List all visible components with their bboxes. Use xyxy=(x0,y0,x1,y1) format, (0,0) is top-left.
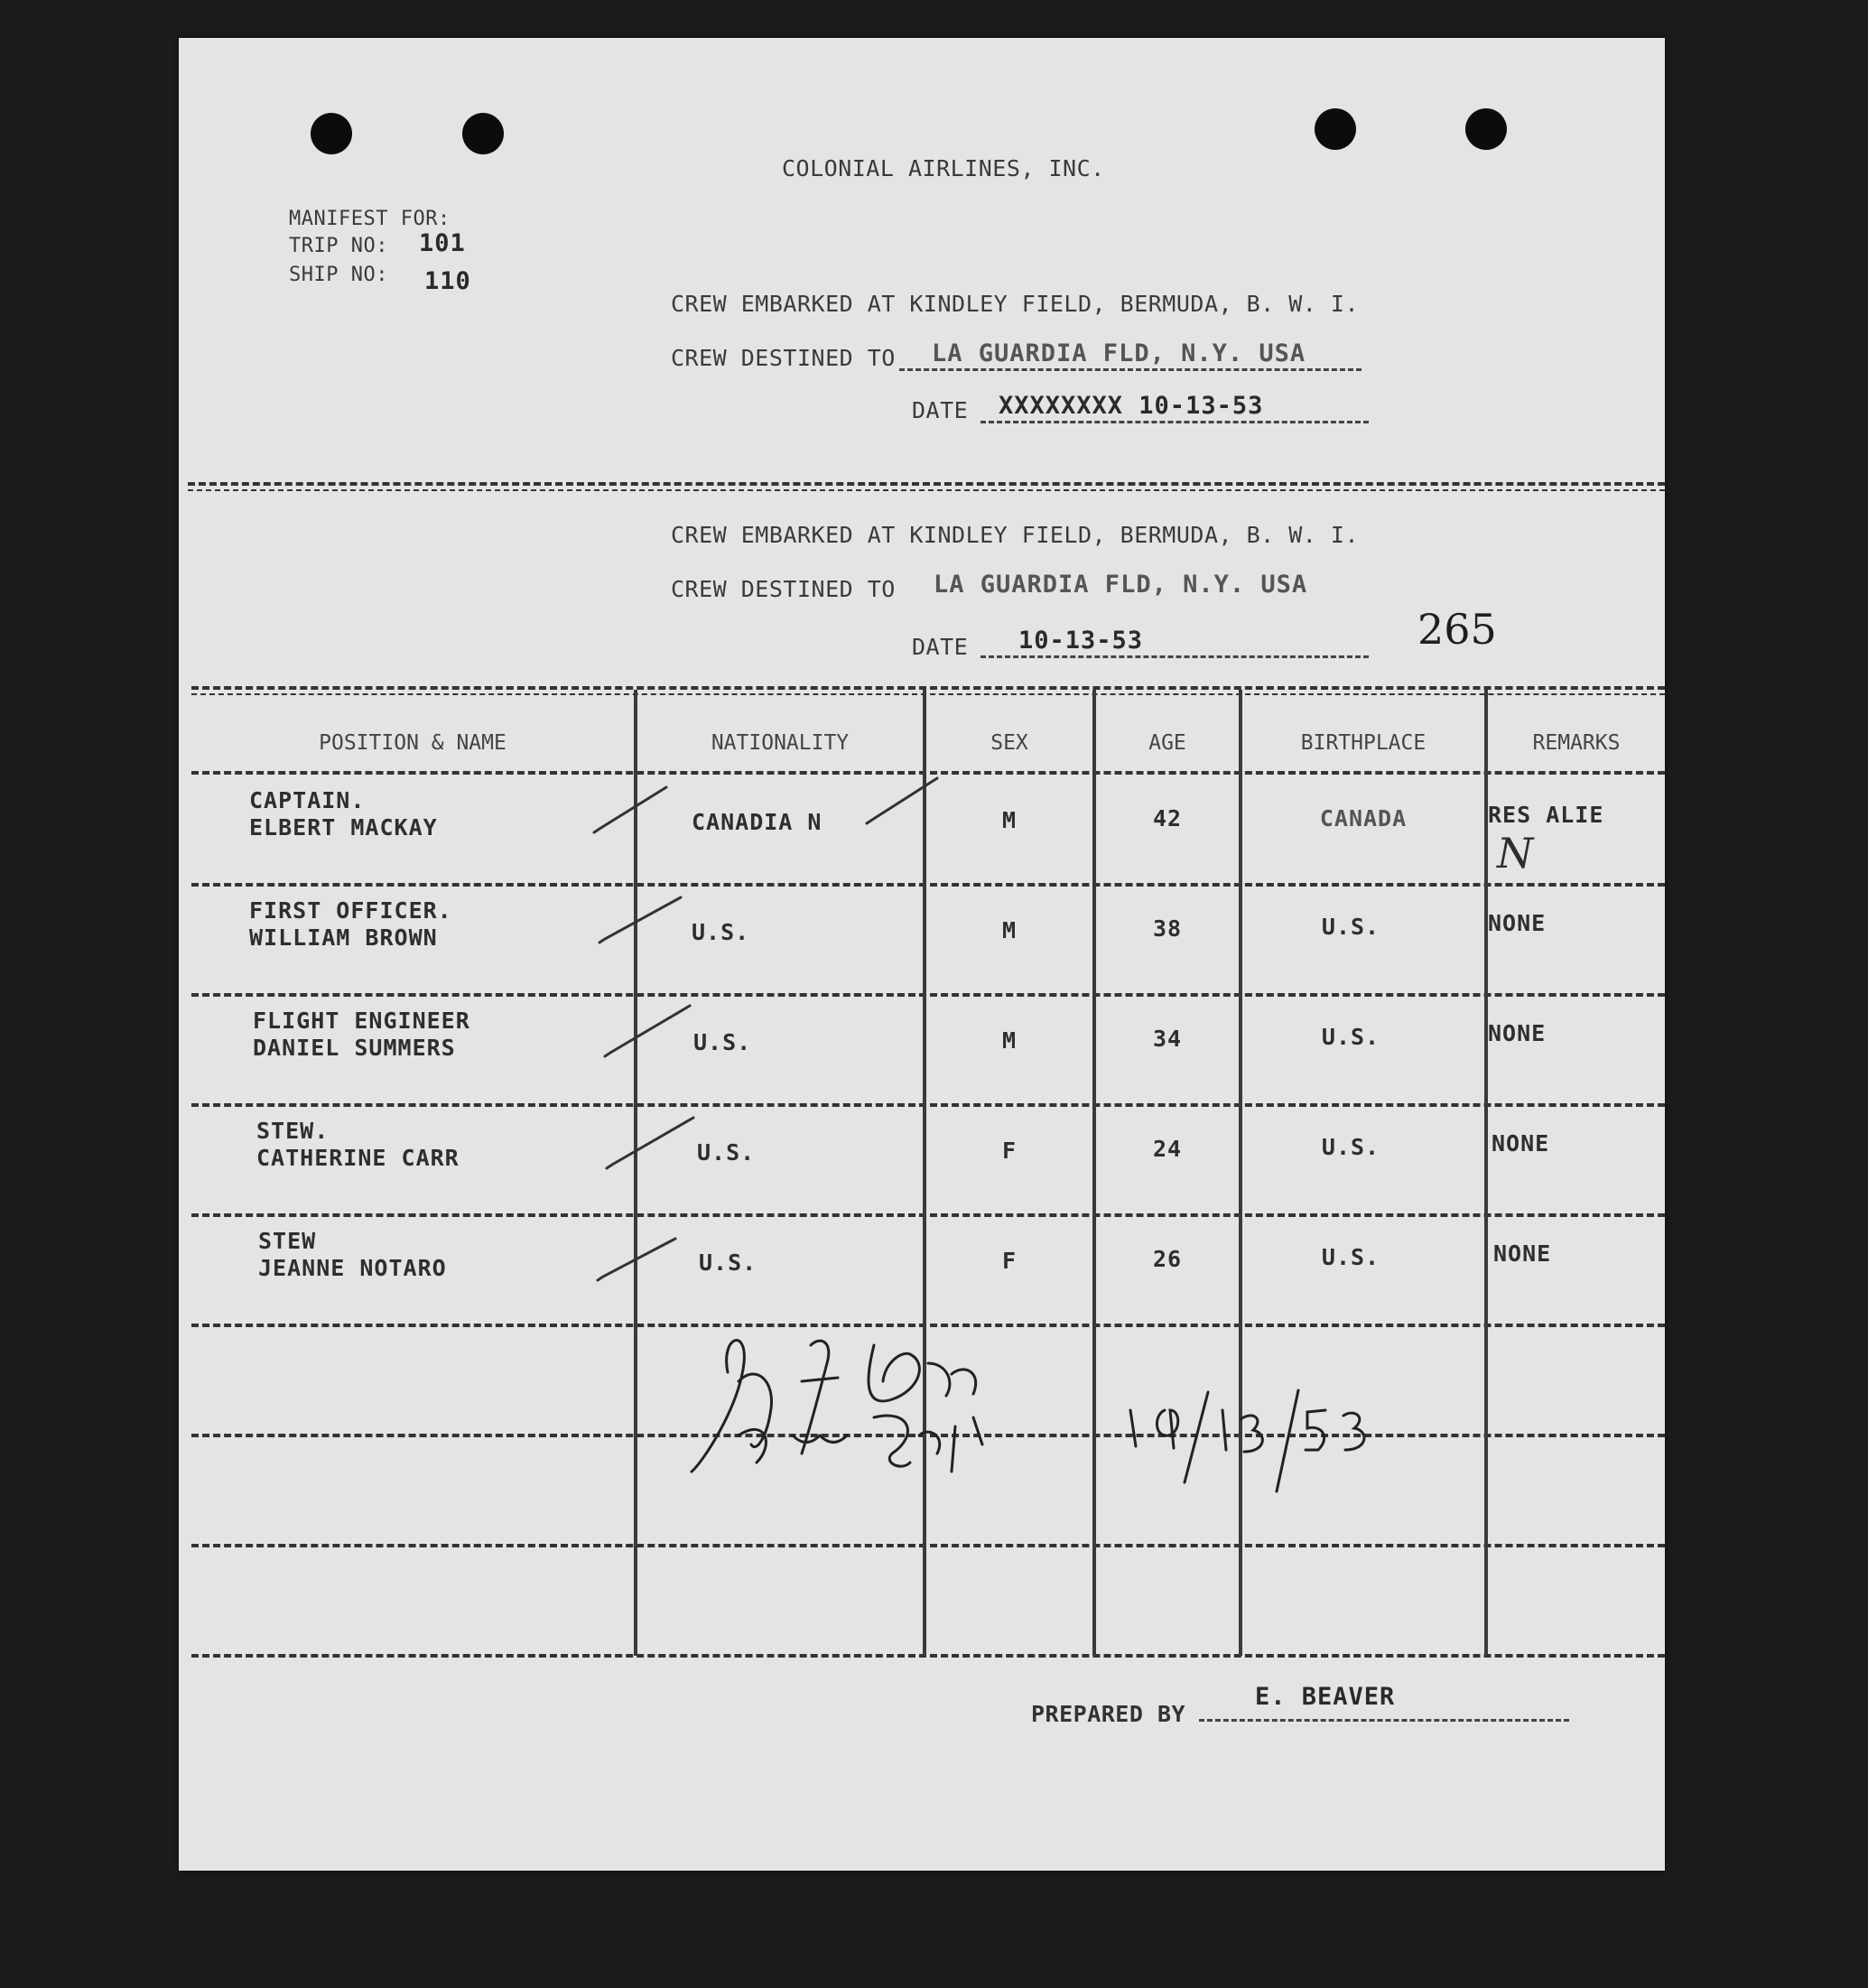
crew-remarks: RES ALIE xyxy=(1488,802,1604,828)
crew-birthplace: U.S. xyxy=(1321,1244,1380,1270)
page-number: 265 xyxy=(1417,605,1497,654)
handwritten-date xyxy=(1118,1374,1389,1500)
crew-birthplace: U.S. xyxy=(1321,1134,1380,1160)
manifest-page xyxy=(179,38,1665,1871)
crew-name: DANIEL SUMMERS xyxy=(253,1035,456,1061)
crew-remarks-note: N xyxy=(1497,829,1535,878)
crew-age: 24 xyxy=(1152,1136,1183,1162)
crew-sex: M xyxy=(1001,917,1018,943)
trip-number: 101 xyxy=(419,229,466,257)
date-value-1: XXXXXXXX 10-13-53 xyxy=(999,392,1264,420)
ship-label: SHIP NO: xyxy=(289,264,388,286)
crew-age: 34 xyxy=(1152,1026,1183,1052)
header-sex: SEX xyxy=(990,731,1028,755)
crew-sex: F xyxy=(1001,1138,1018,1164)
crew-name: ELBERT MACKAY xyxy=(249,814,438,841)
destined-label-2: CREW DESTINED TO xyxy=(671,576,896,602)
crew-sex: M xyxy=(1001,1027,1018,1054)
trip-label: TRIP NO: xyxy=(289,235,388,257)
crew-name: CATHERINE CARR xyxy=(256,1145,460,1171)
prepared-by-underline xyxy=(1199,1719,1569,1722)
embarked-line-2: CREW EMBARKED AT KINDLEY FIELD, BERMUDA, B. W. I. xyxy=(671,522,1360,548)
crew-position: CAPTAIN. xyxy=(249,787,366,813)
ship-number: 110 xyxy=(424,267,471,295)
crew-birthplace: CANADA xyxy=(1319,805,1408,831)
destination-2: LA GUARDIA FLD, N.Y. USA xyxy=(934,571,1308,599)
crew-nationality: CANADIA N xyxy=(692,809,822,835)
crew-sex: M xyxy=(1001,807,1018,833)
crew-age: 42 xyxy=(1152,805,1183,831)
date-label-2: DATE xyxy=(912,634,969,660)
crew-remarks: NONE xyxy=(1492,1130,1550,1157)
header-birthplace: BIRTHPLACE xyxy=(1300,731,1427,755)
date-label-1: DATE xyxy=(912,397,969,423)
header-nationality: NATIONALITY xyxy=(711,731,850,755)
prepared-by-name: E. BEAVER xyxy=(1255,1683,1396,1711)
crew-position: FIRST OFFICER. xyxy=(249,897,452,924)
destined-label-1: CREW DESTINED TO xyxy=(671,345,896,371)
crew-nationality: U.S. xyxy=(699,1249,757,1276)
crew-birthplace: U.S. xyxy=(1321,1024,1380,1050)
crew-position: STEW. xyxy=(256,1118,330,1144)
crew-age: 38 xyxy=(1152,915,1183,942)
embarked-line-1: CREW EMBARKED AT KINDLEY FIELD, BERMUDA, B. W. I. xyxy=(671,291,1360,317)
prepared-by-label: PREPARED BY xyxy=(1031,1701,1186,1727)
company-name: COLONIAL AIRLINES, INC. xyxy=(782,155,1105,181)
date-value-2: 10-13-53 xyxy=(1018,627,1144,655)
crew-birthplace: U.S. xyxy=(1321,914,1380,940)
crew-remarks: NONE xyxy=(1493,1240,1552,1267)
header-age: AGE xyxy=(1148,731,1186,755)
crew-nationality: U.S. xyxy=(692,919,750,945)
crew-nationality: U.S. xyxy=(697,1139,756,1166)
crew-position: FLIGHT ENGINEER xyxy=(253,1008,470,1034)
header-remarks: REMARKS xyxy=(1532,731,1621,755)
check-marks xyxy=(179,38,1665,1871)
crew-name: WILLIAM BROWN xyxy=(249,924,438,951)
crew-sex: F xyxy=(1001,1248,1018,1274)
crew-name: JEANNE NOTARO xyxy=(258,1255,447,1281)
crew-nationality: U.S. xyxy=(693,1029,752,1055)
crew-age: 26 xyxy=(1152,1246,1183,1272)
destination-1: LA GUARDIA FLD, N.Y. USA xyxy=(932,339,1306,367)
manifest-label: MANIFEST FOR: xyxy=(289,208,451,230)
crew-remarks: NONE xyxy=(1488,1020,1547,1046)
header-position-name: POSITION & NAME xyxy=(319,731,506,755)
crew-position: STEW xyxy=(258,1228,317,1254)
crew-remarks: NONE xyxy=(1488,910,1547,936)
